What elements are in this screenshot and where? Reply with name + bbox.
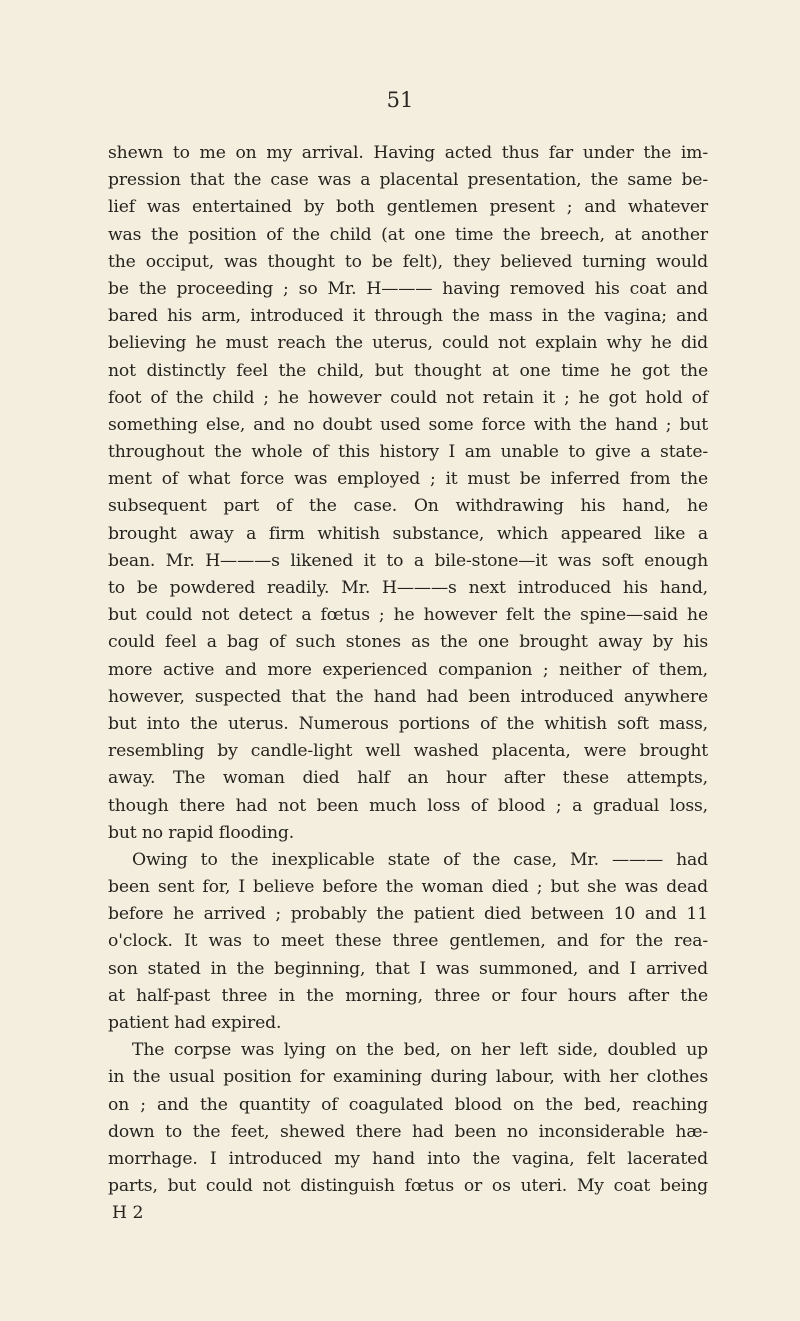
text-line: son stated in the beginning, that I was summoned, and I arrived [108, 958, 708, 979]
text-line: but into the uterus. Numerous portions of the whitish soft mass, [108, 713, 708, 734]
text-line: lief was entertained by both gentlemen present ; and whatever [108, 197, 708, 218]
text-line: parts, but could not distinguish fœtus or os uteri. My coat being [108, 1176, 708, 1197]
text-line: brought away a firm whitish substance, which appeared like a [108, 523, 708, 544]
text-line: away. The woman died half an hour after these attempts, [108, 768, 708, 789]
text-line: pression that the case was a placental presentation, the same be- [108, 170, 708, 191]
text-line: in the usual position for examining during labour, with her clothes [108, 1067, 708, 1088]
text-line: o'clock. It was to meet these three gentlemen, and for the rea- [108, 931, 708, 952]
text-line: be the proceeding ; so Mr. H——— having removed his coat and [108, 278, 708, 299]
text-line: throughout the whole of this history I am unable to give a state- [108, 442, 708, 463]
text-line: bean. Mr. H———s likened it to a bile-stone—it was soft enough [108, 550, 708, 571]
text-line: subsequent part of the case. On withdrawing his hand, he [108, 496, 708, 517]
page-number: 51 [386, 88, 414, 112]
text-line: believing he must reach the uterus, could not explain why he did [108, 333, 708, 354]
paragraph-start-line: The corpse was lying on the bed, on her left side, doubled up [132, 1040, 708, 1061]
text-line: before he arrived ; probably the patient died between 10 and 11 [108, 904, 708, 925]
text-line: ment of what force was employed ; it must be inferred from the [108, 469, 708, 490]
paragraph-end-line: but no rapid flooding. [108, 822, 295, 843]
text-line: however, suspected that the hand had been introduced anywhere [108, 686, 708, 707]
text-line: something else, and no doubt used some force with the hand ; but [108, 414, 708, 435]
signature-mark: H 2 [112, 1203, 144, 1224]
text-line: morrhage. I introduced my hand into the vagina, felt lacerated [108, 1148, 708, 1169]
text-line: was the position of the child (at one time the breech, at another [108, 224, 708, 245]
text-line: shewn to me on my arrival. Having acted thus far under the im- [108, 143, 708, 163]
text-line: not distinctly feel the child, but thought at one time he got the [108, 360, 708, 381]
text-line: bared his arm, introduced it through the mass in the vagina; and [108, 306, 708, 327]
text-line: down to the feet, shewed there had been no inconsiderable hæ- [108, 1121, 708, 1142]
paragraph-end-line: patient had expired. [108, 1013, 282, 1033]
paragraph-start-line: Owing to the inexplicable state of the case, Mr. ——— had [132, 849, 708, 870]
text-line: at half-past three in the morning, three or four hours after the [108, 985, 708, 1006]
text-line: the occiput, was thought to be felt), they believed turning would [108, 251, 708, 272]
text-line: though there had not been much loss of blood ; a gradual loss, [108, 795, 708, 816]
text-line: on ; and the quantity of coagulated blood on the bed, reaching [108, 1094, 708, 1115]
text-line: to be powdered readily. Mr. H———s next introduced his hand, [108, 578, 708, 598]
text-line: could feel a bag of such stones as the one brought away by his [108, 632, 708, 653]
text-line: but could not detect a fœtus ; he however felt the spine—said he [108, 605, 708, 626]
text-line: foot of the child ; he however could not retain it ; he got hold of [108, 387, 708, 408]
text-line: resembling by candle-light well washed placenta, were brought [108, 741, 708, 762]
text-line: more active and more experienced companion ; neither of them, [108, 659, 708, 680]
body-text [108, 140, 708, 1228]
text-line: been sent for, I believe before the woman died ; but she was dead [108, 877, 708, 898]
